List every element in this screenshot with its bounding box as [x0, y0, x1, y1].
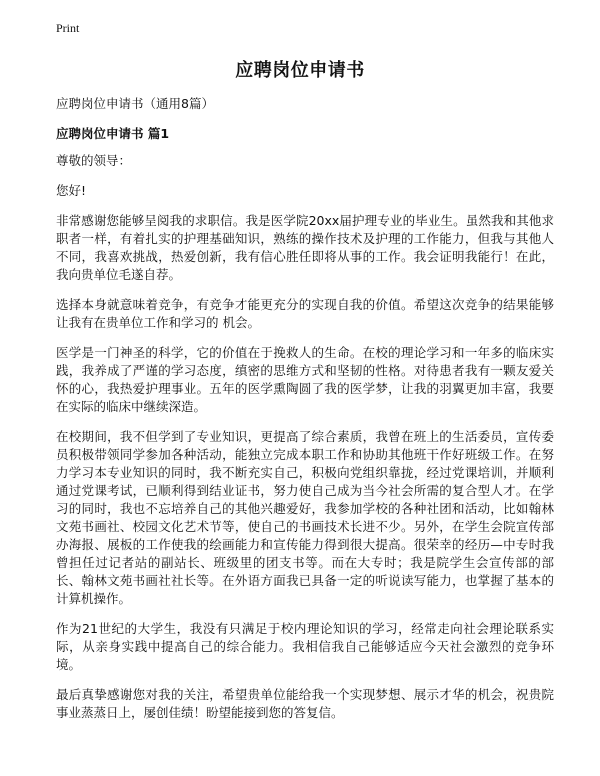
document-body — [56, 152, 554, 734]
body-paragraph: 最后真挚感谢您对我的关注，希望贵单位能给我一个实现梦想、展示才华的机会，祝贵院事业蒸蒸日上，屡创佳绩！盼望能接到您的答复信。 — [56, 687, 554, 720]
print-link[interactable]: Print — [56, 21, 80, 35]
greeting: 您好! — [56, 183, 87, 198]
body-paragraph: 选择本身就意味着竞争，有竞争才能更充分的实现自我的价值。希望这次竞争的结果能够让我有在贵单位工作和学习的 机会。 — [56, 297, 554, 330]
page-title: 应聘岗位申请书 — [235, 60, 365, 81]
body-paragraph: 在校期间，我不但学到了专业知识，更提高了综合素质，我曾在班上的生活委员，宣传委员积极带领同学参加各种活动，能独立完成本职工作和协助其他班干作好班级工作。在努力学习本专业知识的同时，我不断充实自己，积极向党组织靠拢，经过党课培训，并顺利通过党课考试，已顺利得到结业证书，努力使自己成为当今社会所需的复合型人才。在学习的同时，我也不忘培养自己的其他兴趣爱好，我参加学校的各种社团和活动，比如翰林文苑书画社、校园文化艺术节等，使自己的书画技术长进不少。另外，在学生会院宣传部办海报、展板的工作使我的绘画能力和宣传能力得到很大提高。很荣幸的经历—中专时我曾担任过记者站的副站长、班级里的团支书等。而在大专时；我是院学生会宣传部的部长、翰林文苑书画社社长等。在外语方面我已具备一定的听说读写能力，也掌握了基本的计算机操作。 — [56, 429, 554, 606]
body-paragraph: 作为21世纪的大学生，我没有只满足于校内理论知识的学习，经常走向社会理论联系实际，从亲身实践中提高自己的综合能力。我相信我自己能够适应今天社会激烈的竞争环境。 — [56, 621, 554, 672]
section-heading: 应聘岗位申请书 篇1 — [56, 126, 170, 141]
salutation: 尊敬的领导： — [56, 153, 132, 168]
body-paragraph: 非常感谢您能够呈阅我的求职信。我是医学院20xx届护理专业的毕业生。虽然我和其他求职者一样，有着扎实的护理基础知识，熟练的操作技术及护理的工作能力，但我与其他人不同，我喜欢挑战，热爱创新，我有信心胜任即将从事的工作。我会证明我能行！在此，我向贵单位毛遂自荐。 — [56, 213, 554, 282]
document-subtitle: 应聘岗位申请书（通用8篇） — [56, 96, 214, 111]
body-paragraph: 医学是一门神圣的科学，它的价值在于挽救人的生命。在校的理论学习和一年多的临床实践，我养成了严谨的学习态度，缜密的思维方式和坚韧的性格。对待患者我有一颗友爱关怀的心，我热爱护理事业。五年的医学熏陶圆了我的医学梦，让我的羽翼更加丰富，我要在实际的临床中继续深造。 — [56, 345, 554, 414]
